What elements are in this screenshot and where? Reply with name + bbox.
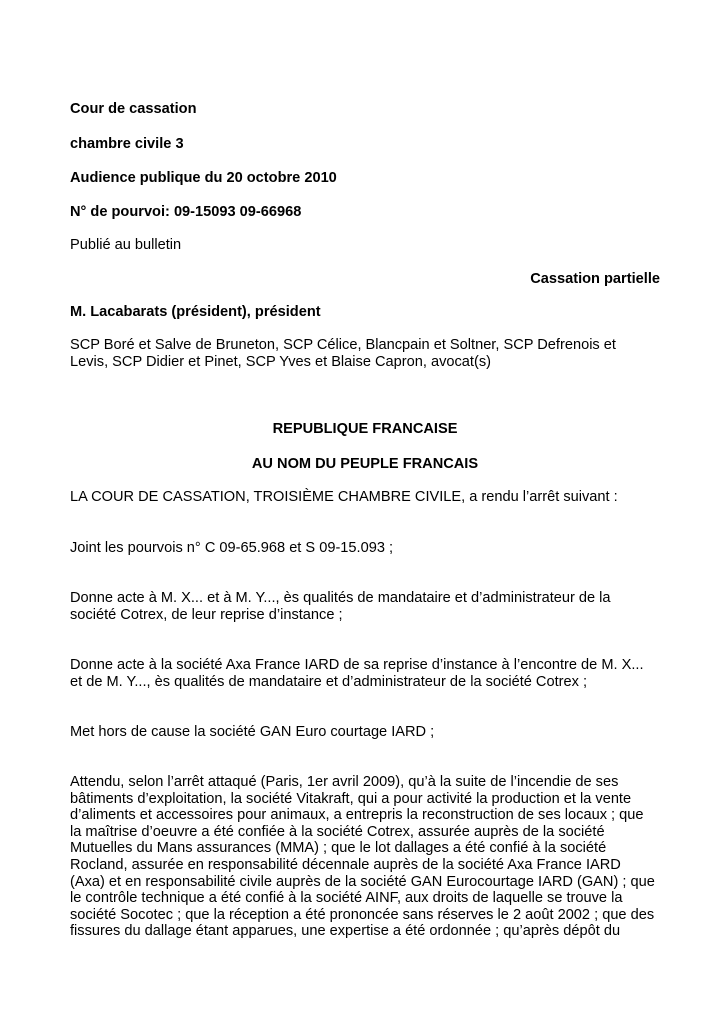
paragraph-line: Donne acte à M. X... et à M. Y..., ès qualités de mandataire et d’administrateur de la [70,590,611,606]
president: M. Lacabarats (président), président [70,304,321,320]
acte-paragraph-1 [70,590,660,623]
hearing-date: Audience publique du 20 octobre 2010 [70,170,337,186]
paragraph-line: fissures du dallage étant apparues, une expertise a été ordonnée ; qu’après dépôt du [70,923,621,940]
lawyers-line: Levis, SCP Didier et Pinet, SCP Yves et Blaise Capron, avocat(s) [70,353,491,370]
paragraph-line: (Axa) et en responsabilité civile auprès de la société GAN Eurocourtage IARD (GAN) ; que [70,873,655,890]
decision-outcome: Cassation partielle [530,271,660,287]
hors-cause-paragraph: Met hors de cause la société GAN Euro courtage IARD ; [70,724,435,740]
chamber: chambre civile 3 [70,136,184,152]
republic-heading: REPUBLIQUE FRANCAISE [272,421,458,437]
paragraph-line: Attendu, selon l’arrêt attaqué (Paris, 1er avril 2009), qu’à la suite de l’incendie de ses [70,774,619,790]
paragraph-line: d’aliments et accessoires pour animaux, a entrepris la reconstruction de ses locaux ; que [70,807,644,824]
lawyers-line: SCP Boré et Salve de Bruneton, SCP Célice, Blancpain et Soltner, SCP Defrenois et [70,337,616,353]
paragraph-line: la maîtrise d’oeuvre a été confiée à la société Cotrex, assurée auprès de la société [70,823,605,840]
paragraph-line: le contrôle technique a été confié à la société AINF, aux droits de laquelle se trouve la [70,890,623,907]
intro-paragraph: LA COUR DE CASSATION, TROISIÈME CHAMBRE CIVILE, a rendu l’arrêt suivant : [70,489,618,505]
paragraph-line: Donne acte à la société Axa France IARD de sa reprise d’instance à l’encontre de M. X... [70,657,644,673]
paragraph-line: et de M. Y..., ès qualités de mandataire et d’administrateur de la société Cotrex ; [70,673,588,690]
paragraph-line: Rocland, assurée en responsabilité décennale auprès de la société Axa France IARD [70,856,621,873]
acte-paragraph-2 [70,657,660,690]
lawyers [70,337,660,370]
paragraph-line: Mutuelles du Mans assurances (MMA) ; que le lot dallages a été confié à la société [70,840,607,857]
attendu-paragraph [70,774,660,940]
paragraph-line: société Socotec ; que la réception a été prononcée sans réserves le 2 août 2002 ; que des [70,906,655,923]
people-heading: AU NOM DU PEUPLE FRANCAIS [251,456,479,472]
paragraph-line: société Cotrex, de leur reprise d’instance ; [70,606,343,623]
appeal-number: N° de pourvoi: 09-15093 09-66968 [70,204,302,220]
joint-paragraph: Joint les pourvois n° C 09-65.968 et S 09-15.093 ; [70,540,394,556]
court-name: Cour de cassation [70,101,197,117]
publication-status: Publié au bulletin [70,237,182,253]
paragraph-line: bâtiments d’exploitation, la société Vitakraft, qui a pour activité la production et la vente [70,790,632,807]
